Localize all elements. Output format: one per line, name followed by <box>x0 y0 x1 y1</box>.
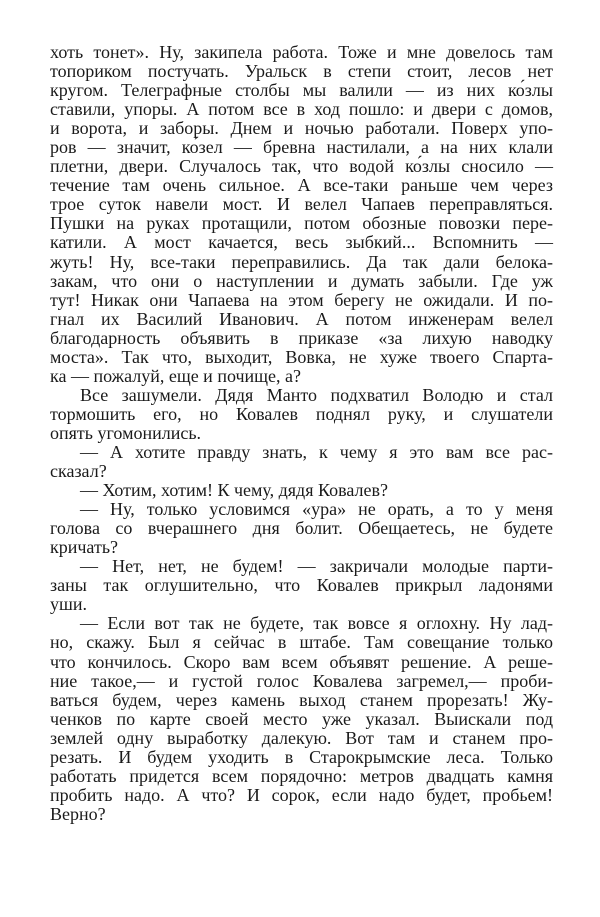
text-line: — А хотите правду знать, к чему я это вам все рас- <box>80 441 553 462</box>
text-line: опять угомонились. <box>50 422 202 443</box>
text-line: хоть тонет». Ну, закипела работа. Тоже и мне довелось там <box>50 42 553 62</box>
text-line: ченков по карте своей место уже указал. Выискали под <box>50 708 553 729</box>
text-line: Верно? <box>50 803 106 824</box>
text-line: — Хотим, хотим! К чему, дядя Ковалев? <box>80 480 388 501</box>
text-line: — Нет, нет, не будем! — закричали молодые парти- <box>80 556 553 577</box>
text-line: тут! Никак они Чапаева на этом берегу не ожидали. И по- <box>50 289 553 310</box>
text-line: — Если вот так не будете, так вовсе я оглохну. Ну лад- <box>80 613 553 634</box>
text-line: ваться будем, через камень выход станем прорезать! Жу- <box>50 689 553 710</box>
text-line: голова со вчерашнего дня болит. Обещаетесь, не будете <box>50 518 553 539</box>
text-line: ние такое,— и густой голос Ковалева загремел,— проби- <box>50 670 553 691</box>
text-line: Все зашумели. Дядя Манто подхватил Володю и стал <box>80 384 553 405</box>
text-line: ставили, упоры. А потом все в ход пошло: и двери с домов, <box>50 99 553 120</box>
text-line: трое суток навели мост. И велел Чапаев переправляться. <box>50 194 553 215</box>
text-line: благодарность объявить в приказе «за лихую наводку <box>50 327 553 348</box>
text-line: работать придется всем порядочно: метров двадцать камня <box>50 765 553 786</box>
text-line: резать. И будем уходить в Старокрымские леса. Только <box>50 746 553 767</box>
text-line: Пушки на руках протащили, потом обозные повозки пере- <box>50 213 553 234</box>
text-line: землей одну выработку далекую. Вот там и станем про- <box>50 727 553 748</box>
text-line: но, скажу. Был я сейчас в штабе. Там совещание только <box>50 632 553 653</box>
text-line: пробить надо. А что? И сорок, если надо будет, пробьем! <box>50 784 553 805</box>
text-line: ров — значит, ко́зел — бревна настилали, а на них клали <box>50 137 553 158</box>
text-line: что кончилось. Скоро вам всем объявят решение. А реше- <box>50 651 553 672</box>
text-line: кричать? <box>50 537 119 558</box>
text-line: гнал их Василий Иванович. А потом инженерам велел <box>50 308 553 329</box>
text-line: течение там очень сильное. А все-таки раньше чем через <box>50 175 553 196</box>
text-line: катили. А мост качается, весь зыбкий... Вспомнить — <box>50 232 553 253</box>
text-line: моста». Так что, выходит, Вовка, не хуже твоего Спарта- <box>50 346 553 367</box>
text-line: закам, что они о наступлении и думать забыли. Где уж <box>50 270 553 291</box>
text-line: кругом. Телеграфные столбы мы валили — из них ко́злы <box>50 80 553 101</box>
text-line: — Ну, только условимся «ура» не орать, а то у меня <box>80 499 553 520</box>
text-line: жуть! Ну, все-таки переправились. Да так дали белока- <box>50 251 553 272</box>
text-line: плетни, двери. Случалось так, что водой ко́злы сносило — <box>50 156 553 177</box>
text-line: тормошить его, но Ковалев поднял руку, и слушатели <box>50 403 553 424</box>
book-page-text <box>50 43 553 824</box>
text-line: сказал? <box>50 461 107 482</box>
text-line: уши. <box>50 594 87 615</box>
text-line: заны так оглушительно, что Ковалев прикрыл ладонями <box>50 575 553 596</box>
text-line: ка — пожалуй, еще и почище, а? <box>50 365 301 386</box>
text-line: и ворота, и заборы. Днем и ночью работали. Поверх упо- <box>50 118 553 139</box>
text-line: топориком постучать. Уральск в степи стоит, лесов нет <box>50 61 553 82</box>
